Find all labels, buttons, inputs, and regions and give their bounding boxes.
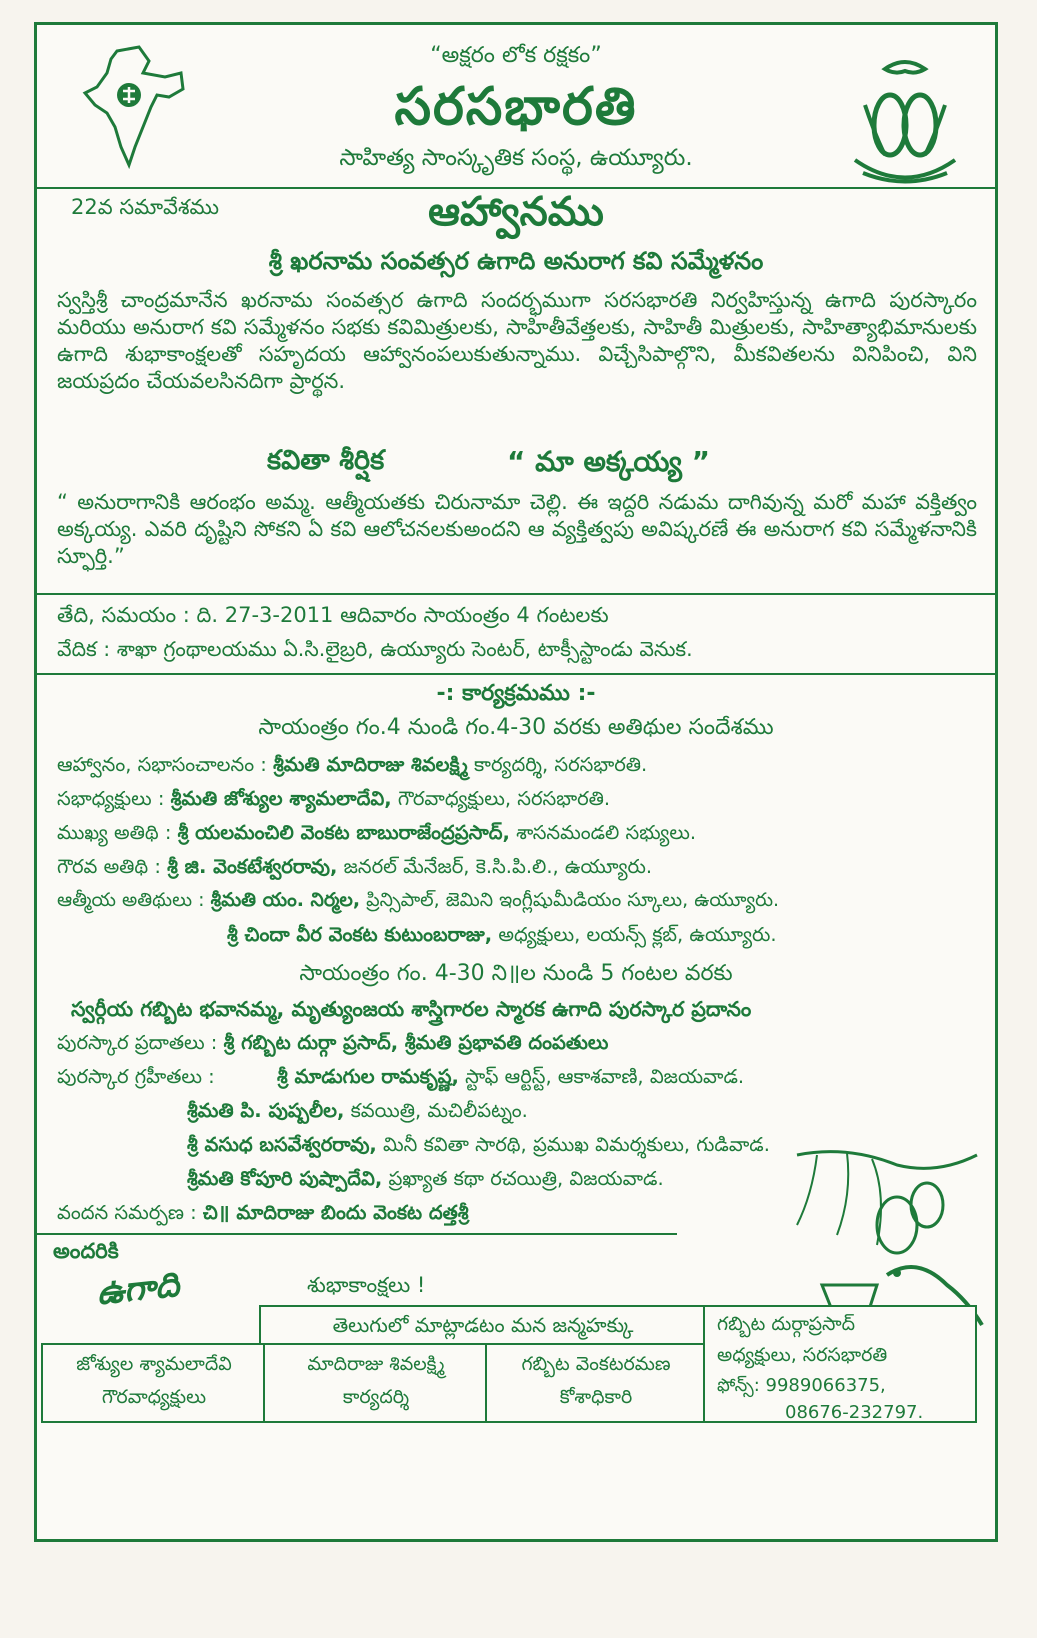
receiver-name: శ్రీమతి కోపూరి పుష్పాదేవి, <box>187 1167 383 1190</box>
row-name: శ్రీమతి జోశ్యుల శ్యామలాదేవి, <box>170 787 392 810</box>
org-name: సరసభారతి <box>394 77 638 137</box>
signatory-name: మాదిరాజు శివలక్ష్మి <box>307 1353 445 1375</box>
programme-row <box>57 787 610 815</box>
row-name: శ్రీమతి యం. నిర్మల, <box>210 889 361 911</box>
president-name: గబ్బిట దుర్గాప్రసాద్ <box>717 1313 856 1335</box>
receiver-item <box>187 1099 528 1127</box>
ugadi-logo: ఉగాది <box>94 1264 181 1314</box>
org-description: సాహిత్య సాంస్కృతిక సంస్థ, ఉయ్యూరు. <box>339 145 693 171</box>
programme-row <box>57 855 652 883</box>
receiver-desc: కవయిత్రి, మచిలీపట్నం. <box>350 1099 528 1122</box>
session-one-time: సాయంత్రం గం.4 నుండి గం.4-30 వరకు అతిథుల సందేశము <box>258 715 774 740</box>
vote-label: వందన సమర్పణ : <box>57 1201 197 1224</box>
signatory-name: గబ్బిట వెంకటరమణ <box>521 1353 671 1375</box>
wishes-text: శుభాకాంక్షలు ! <box>307 1273 426 1297</box>
signatory-name: జోశ్యుల శ్యామలాదేవి <box>76 1353 232 1375</box>
invitation-title: ఆహ్వానము <box>428 189 604 235</box>
programme-heading: -: కార్యక్రమము :- <box>436 681 596 706</box>
receiver-name: శ్రీ వసుధ బసవేశ్వరరావు, <box>187 1133 377 1156</box>
row-label: సభాధ్యక్షులు : <box>57 787 165 810</box>
receiver-item <box>187 1167 664 1195</box>
president-box <box>703 1305 977 1423</box>
receiver-name: శ్రీమతి పి. పుష్పలీల, <box>187 1099 345 1122</box>
programme-row <box>57 753 647 781</box>
receiver-item <box>187 1133 770 1161</box>
slogan-text: తెలుగులో మాట్లాడటం మన జన్మహక్కు <box>332 1313 634 1337</box>
programme-row <box>57 889 779 916</box>
meeting-number: 22వ సమావేశము <box>71 195 219 219</box>
signature-box <box>41 1343 267 1423</box>
row-name: శ్రీ చిందా వీర వెంకట కుటుంబరాజు, <box>227 923 493 946</box>
session-two-time: సాయంత్రం గం. 4-30 ని॥ల నుండి 5 గంటల వరకు <box>299 961 733 986</box>
award-description: స్వర్గీయ గబ్బిట భవానమ్మ, మృత్యుంజయ శాస్త్రిగారల స్మారక ఉగాది పురస్కార ప్రదానం <box>71 997 752 1021</box>
row-desc: శాసనమండలి సభ్యులు. <box>516 821 697 844</box>
slogan-box <box>259 1305 707 1345</box>
row-desc: అధ్యక్షులు, లయన్స్ క్లబ్, ఉయ్యూరు. <box>498 923 777 946</box>
date-time: తేది, సమయం : ది. 27-3-2011 ఆదివారం సాయంత్రం 4 గంటలకు <box>57 603 609 627</box>
receiver-desc: మినీ కవితా సారథి, ప్రముఖ విమర్శకులు, గుడివాడ. <box>383 1133 770 1156</box>
row-desc: కార్యదర్శి, సరసభారతి. <box>474 753 648 776</box>
receiver-desc: ప్రఖ్యాత కథా రచయిత్రి, విజయవాడ. <box>388 1167 664 1190</box>
signatory-role: గౌరవాధ్యక్షులు <box>101 1386 207 1408</box>
givers-label: పురస్కార ప్రదాతలు : <box>57 1031 218 1054</box>
row-desc: ప్రిన్సిపాల్, జెమిని ఇంగ్లీషుమీడియం స్కూలు, ఉయ్యూరు. <box>366 889 780 911</box>
receiver-desc: స్టాఫ్ ఆర్టిస్ట్, ఆకాశవాణి, విజయవాడ. <box>465 1065 745 1088</box>
poem-title: “ మా అక్కయ్య ” <box>507 445 711 478</box>
venue: వేదిక : శాఖా గ్రంథాలయము ఏ.సి.లైబ్రరి, ఉయ్యూరు సెంటర్, టాక్సీస్టాండు వెనుక. <box>57 637 693 661</box>
receiver-item <box>277 1065 744 1093</box>
row-label: ఆహ్వానం, సభాసంచాలనం : <box>57 753 267 776</box>
phone-number-2: 08676-232797. <box>785 1402 924 1423</box>
signatory-role: కార్యదర్శి <box>342 1386 410 1408</box>
givers-names: శ్రీ గబ్బిట దుర్గా ప్రసాద్, శ్రీమతి ప్రభావతి దంపతులు <box>223 1031 609 1054</box>
poem-quote: “ అనురాగానికి ఆరంభం అమ్మ. ఆత్మీయతకు చిరునామా చెల్లి. ఈ ఇద్దరి నడుమ దాగివున్న మరో మహా వక్తిత్వం అక్కయ్య. ఎవరి దృష్టిని సోకని ఏ కవి ఆలోచనలకుఅందని ఆ వ్యక్తిత్వపు అవిష్కరణే ఈ అనురాగ కవి సమ్మేళనానికి స్ఫూర్తి.” <box>57 490 977 568</box>
row-label: గౌరవ అతిథి : <box>57 855 161 878</box>
receiver-name: శ్రీ మాడుగుల రామకృష్ణ, <box>277 1065 459 1088</box>
phone-numbers: ఫోన్స్: 9989066375, <box>717 1375 886 1396</box>
to-all-label: అందరికి <box>53 1239 119 1263</box>
president-role: అధ్యక్షులు, సరసభారతి <box>717 1344 888 1366</box>
invitation-card <box>34 22 998 1542</box>
poem-label: కవితా శీర్షిక <box>267 445 385 476</box>
row-label: ఆత్మీయ అతిథులు : <box>57 889 205 911</box>
signatory-role: కోశాధికారి <box>559 1386 633 1408</box>
programme-row <box>227 923 777 951</box>
row-name: శ్రీ జి. వెంకటేశ్వరరావు, <box>167 855 338 878</box>
row-name: శ్రీమతి మాదిరాజు శివలక్ష్మి <box>273 753 468 776</box>
signature-box <box>485 1343 707 1423</box>
event-subtitle: శ్రీ ఖరనామ సంవత్సర ఉగాది అనురాగ కవి సమ్మేళనం <box>268 247 764 275</box>
vote-name: చి॥ మాదిరాజు బిందు వెంకట దత్తశ్రీ <box>202 1201 469 1224</box>
signature-box <box>263 1343 489 1423</box>
row-label: ముఖ్య అతిథి : <box>57 821 172 844</box>
row-desc: జనరల్ మేనేజర్, కె.సి.పి.లి., ఉయ్యూరు. <box>343 855 653 878</box>
programme-row <box>57 821 696 849</box>
row-name: శ్రీ యలమంచిలి వెంకట బాబురాజేంద్రప్రసాద్, <box>177 821 510 844</box>
invitation-paragraph: స్వస్తిశ్రీ చాంద్రమానేన ఖరనామ సంవత్సర ఉగాది సందర్భముగా సరసభారతి నిర్వహిస్తున్న ఉగాది పురస్కారం మరియు అనురాగ కవి సమ్మేళనం సభకు కవిమిత్రులకు, సాహితీవేత్తలకు, సాహితీ మిత్రులకు, సాహిత్యాభిమానులకు ఉగాది శుభాకాంక్షలతో సహృదయ ఆహ్వానంపలుకుతున్నాము. విచ్చేసిపాల్గొని, మీకవితలను వినిపించి, విని జయప్రదం చేయవలసినదిగా ప్రార్థన. <box>57 288 977 393</box>
row-desc: గౌరవాధ్యక్షులు, సరసభారతి. <box>397 787 611 810</box>
award-receivers-label: పురస్కార గ్రహీతలు : <box>57 1065 215 1088</box>
award-givers <box>57 1031 608 1059</box>
motto: “అక్షరం లోక రక్షకం” <box>430 43 602 68</box>
vote-of-thanks <box>57 1201 469 1229</box>
